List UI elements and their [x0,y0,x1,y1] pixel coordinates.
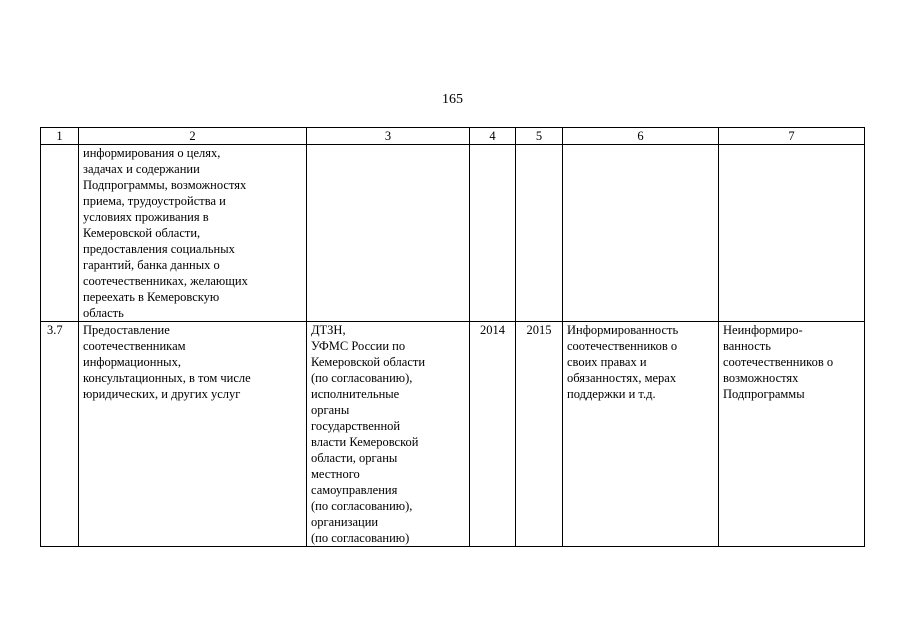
executors-cell [307,145,470,322]
column-header-3: 3 [307,128,470,145]
program-measures-table [40,127,865,547]
column-header-5: 5 [516,128,563,145]
column-header-1: 1 [41,128,79,145]
measure-name-cell: Предоставление соотечественникам информационных, консультационных, в том числе юридических, и других услуг [79,322,307,547]
measure-name-cell: информирования о целях, задачах и содержании Подпрограммы, возможностях приема, трудоустройства и условиях проживания в Кемеровской области, предоставления социальных гарантий, банка данных о соотечественниках, желающих переехать в Кемеровскую область [79,145,307,322]
row-index-cell [41,145,79,322]
expected-result-cell [563,145,719,322]
start-year-cell: 2014 [470,322,516,547]
start-year-cell [470,145,516,322]
column-header-6: 6 [563,128,719,145]
executors-cell: ДТЗН, УФМС России по Кемеровской области (по согласованию), исполнительные органы государственной власти Кемеровской области, органы местного самоуправления (по согласованию), организации (по согласованию) [307,322,470,547]
table-row [41,145,865,322]
table-row [41,322,865,547]
table-header-row [41,128,865,145]
end-year-cell [516,145,563,322]
risk-cell [719,145,865,322]
row-index-cell: 3.7 [41,322,79,547]
risk-cell: Неинформиро- ванность соотечественников о возможностях Подпрограммы [719,322,865,547]
page-number: 165 [442,92,463,107]
column-header-4: 4 [470,128,516,145]
end-year-cell: 2015 [516,322,563,547]
expected-result-cell: Информированность соотечественников о своих правах и обязанностях, мерах поддержки и т.д. [563,322,719,547]
column-header-7: 7 [719,128,865,145]
column-header-2: 2 [79,128,307,145]
